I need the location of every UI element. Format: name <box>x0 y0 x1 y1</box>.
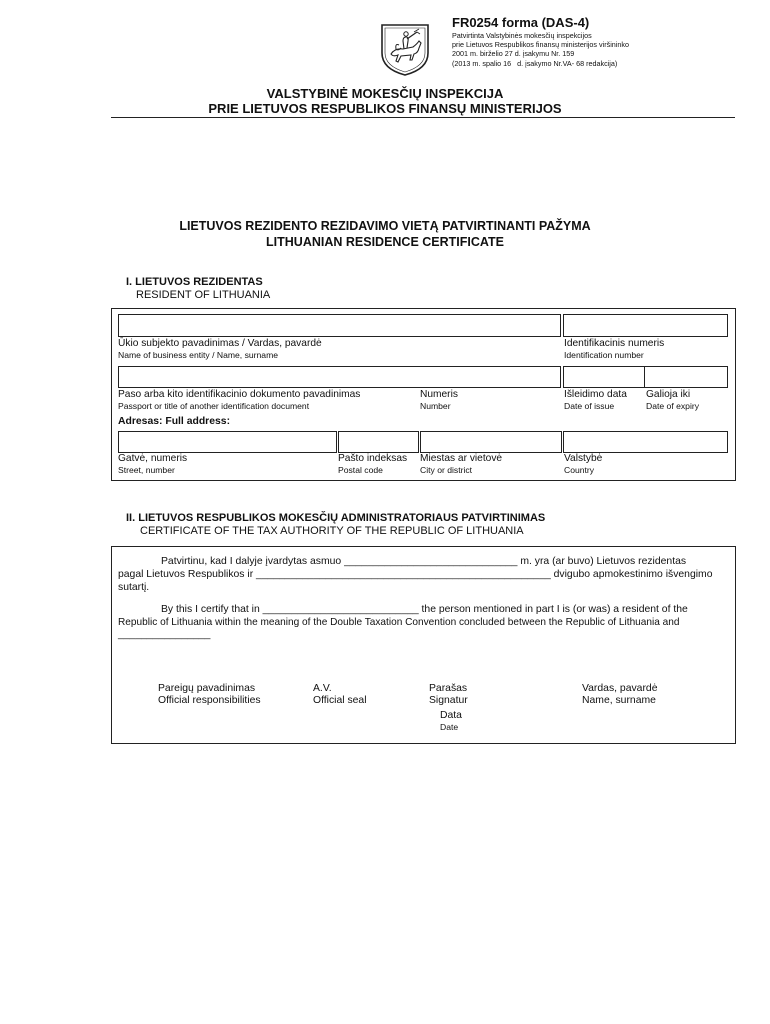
name-input[interactable] <box>118 314 561 337</box>
certificate-title-en: LITHUANIAN RESIDENCE CERTIFICATE <box>266 235 504 249</box>
official-name-label-en: Name, surname <box>582 695 656 706</box>
document-title-input[interactable] <box>118 366 561 388</box>
section1-heading-lt: I. LIETUVOS REZIDENTAS <box>126 276 263 288</box>
official-position-label-en: Official responsibilities <box>158 695 261 706</box>
city-label-en: City or district <box>420 465 473 475</box>
street-input[interactable] <box>118 431 337 453</box>
seal-label-en: Official seal <box>313 695 367 706</box>
document-label-en: Passport or title of another identification document <box>118 401 310 411</box>
expiry-date-label: Galioja iki <box>646 389 691 400</box>
expiry-date-label-en: Date of expiry <box>646 401 700 411</box>
name-label-en: Name of business entity / Name, surname <box>118 350 279 360</box>
certificate-title-lt: LIETUVOS REZIDENTO REZIDAVIMO VIETĄ PATVIRTINANTI PAŽYMA <box>179 219 591 233</box>
section2-heading-en: CERTIFICATE OF THE TAX AUTHORITY OF THE REPUBLIC OF LITHUANIA <box>140 525 524 537</box>
certify-text-lt-line3: sutartį. <box>118 582 150 593</box>
section2-heading-lt: II. LIETUVOS RESPUBLIKOS MOKESČIŲ ADMINISTRATORIAUS PATVIRTINIMAS <box>126 512 546 524</box>
signature-label-en: Signatur <box>429 695 468 706</box>
name-label: Ūkio subjekto pavadinimas / Vardas, pavardė <box>118 338 322 349</box>
postal-label: Pašto indeksas <box>338 453 408 464</box>
agency-name-line2: PRIE LIETUVOS RESPUBLIKOS FINANSŲ MINISTERIJOS <box>208 101 562 116</box>
official-position-label: Pareigų pavadinimas <box>158 683 256 694</box>
dates-divider <box>644 367 645 387</box>
id-label-en: Identification number <box>564 350 644 360</box>
certify-text-lt-line2: pagal Lietuvos Respublikos ir ___________________________________________________ dvigubo apmokestinimo išvengimo <box>118 569 713 580</box>
official-name-label: Vardas, pavardė <box>582 683 658 694</box>
issue-date-label: Išleidimo data <box>564 389 627 400</box>
section1-heading-en: RESIDENT OF LITHUANIA <box>136 289 271 301</box>
postal-code-input[interactable] <box>338 431 419 453</box>
dates-input[interactable] <box>563 366 728 388</box>
city-label: Miestas ar vietovė <box>420 453 503 464</box>
approval-line: 2001 m. birželio 27 d. įsakymu Nr. 159 <box>452 49 575 59</box>
number-label: Numeris <box>420 389 458 400</box>
date-label-en: Date <box>440 722 459 732</box>
city-input[interactable] <box>420 431 562 453</box>
street-label: Gatvė, numeris <box>118 453 188 464</box>
country-label-en: Country <box>564 465 595 475</box>
certify-text-en-line2: Republic of Lithuania within the meaning of the Double Taxation Convention concluded between the Republic of Lithuania and <box>118 617 680 628</box>
street-label-en: Street, number <box>118 465 175 475</box>
approval-line: prie Lietuvos Respublikos finansų ministerijos viršininko <box>452 40 629 50</box>
country-input[interactable] <box>563 431 728 453</box>
approval-note <box>452 31 629 68</box>
id-number-input[interactable] <box>563 314 728 337</box>
country-label: Valstybė <box>564 453 603 464</box>
number-label-en: Number <box>420 401 451 411</box>
certify-text-en-line3: ________________ <box>118 629 211 640</box>
approval-line: (2013 m. spalio 16 d. įsakymo Nr.VA- 68 redakcija) <box>452 58 618 68</box>
id-label: Identifikacinis numeris <box>564 338 665 349</box>
issue-date-label-en: Date of issue <box>564 401 615 411</box>
signature-label: Parašas <box>429 683 468 694</box>
date-label: Data <box>440 710 462 721</box>
form-code: FR0254 forma (DAS-4) <box>452 15 590 30</box>
seal-label: A.V. <box>313 683 332 694</box>
coat-of-arms-vytis-icon <box>379 23 431 77</box>
header-divider <box>111 117 735 118</box>
certify-text-en-line1: By this I certify that in ___________________________ the person mentioned in part I is (or was) a resident of the <box>161 604 688 615</box>
address-heading: Adresas: Full address: <box>118 416 231 427</box>
approval-line: Patvirtinta Valstybinės mokesčių inspekcijos <box>452 31 592 40</box>
agency-name-line1: VALSTYBINĖ MOKESČIŲ INSPEKCIJA <box>266 86 504 101</box>
postal-label-en: Postal code <box>338 465 383 475</box>
document-label: Paso arba kito identifikacinio dokumento pavadinimas <box>118 389 361 400</box>
certify-text-lt-line1: Patvirtinu, kad I dalyje įvardytas asmuo ______________________________ m. yra (ar buvo) Lietuvos rezidentas <box>161 556 687 567</box>
